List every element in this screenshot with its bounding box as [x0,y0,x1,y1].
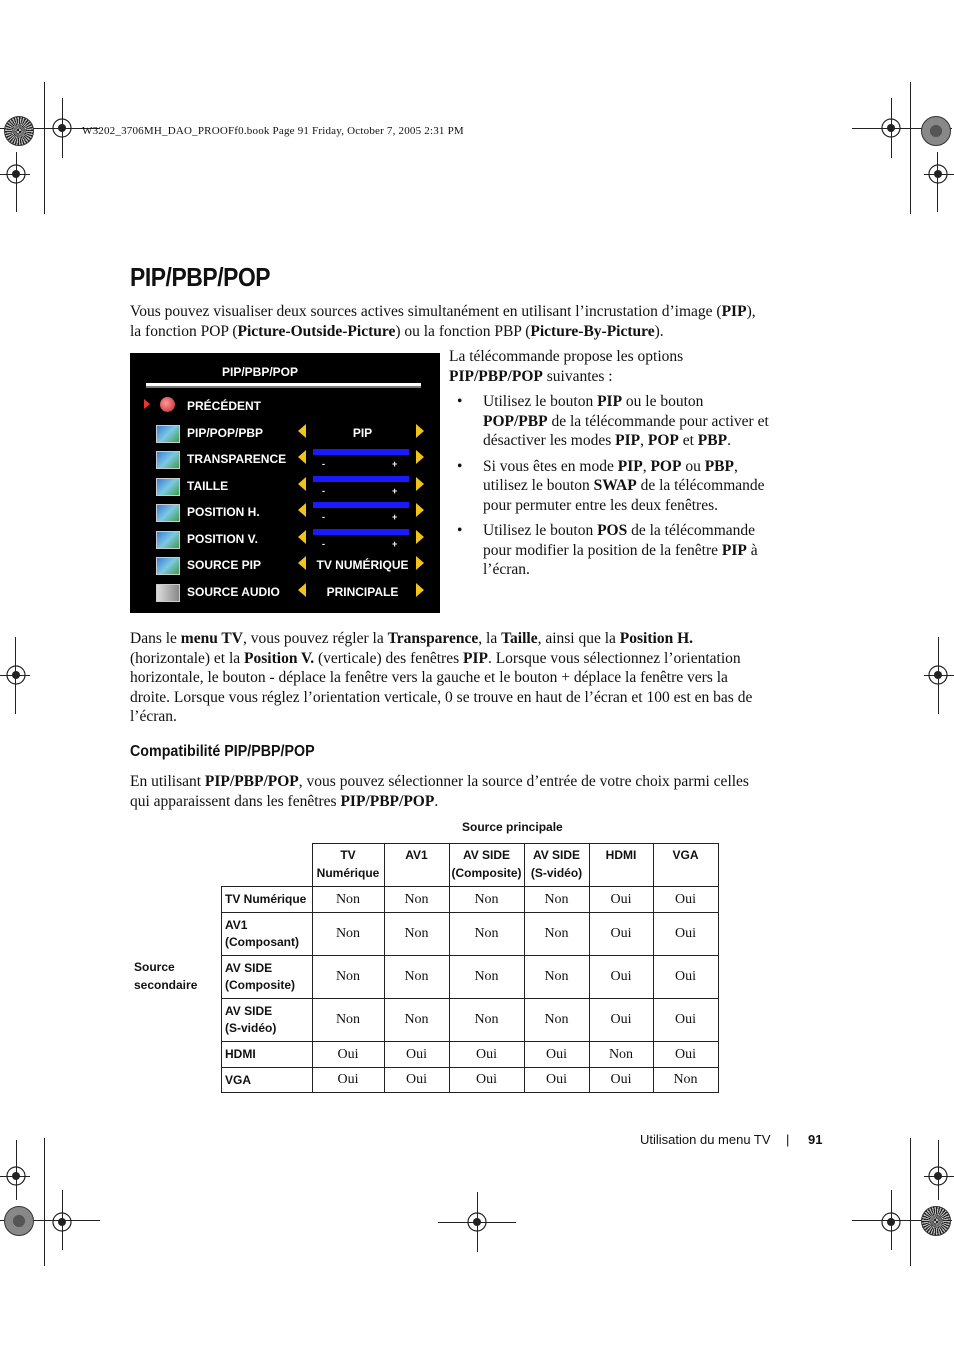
transparency-icon [156,451,180,469]
osd-row-source-pip: SOURCE PIP TV NUMÉRIQUE [130,555,440,581]
table-header-row [222,844,719,887]
table-row [222,999,719,1042]
table-cell: Oui [384,1042,449,1068]
section-heading: Compatibilité PIP/PBP/POP [130,743,315,760]
table-cell: Oui [589,913,653,956]
position-h-icon [156,504,180,522]
table-cell: Non [384,956,449,999]
osd-row-taille: TAILLE - + [130,476,440,502]
table-row [222,1042,719,1068]
column-header: AV SIDE (S-vidéo) [524,844,589,887]
slider-bar [313,529,409,535]
table-cell: Oui [653,1042,718,1068]
table-cell: Oui [449,1068,524,1093]
row-header: AV SIDE (S-vidéo) [222,999,313,1042]
table-cell: Non [524,913,589,956]
table-cell: Oui [653,956,718,999]
list-item: • Utilisez le bouton PIP ou le bouton POP/PBP de la télécommande pour activer et désactiver les modes PIP, POP et PBP. [449,392,769,451]
table-cell: Oui [653,913,718,956]
row-header: TV Numérique [222,887,313,913]
table-cell: Non [384,887,449,913]
column-header: TV Numérique [312,844,384,887]
column-header: AV SIDE (Composite) [449,844,524,887]
position-v-icon [156,531,180,549]
secondary-source-label: Source secondaire [134,960,198,992]
osd-row-transparence: TRANSPARENCE - + [130,449,440,475]
compatibility-table [221,843,719,1093]
arrow-left-icon [298,503,306,517]
column-header: HDMI [589,844,653,887]
arrow-left-icon [298,530,306,544]
row-header: VGA [222,1068,313,1093]
table-cell: Oui [524,1068,589,1093]
table-row [222,1068,719,1093]
intro-paragraph: Vous pouvez visualiser deux sources actives simultanément en utilisant l’incrustation d’image (PIP), la fonction POP (Picture-Outside-Picture) ou la fonction PBP (Picture-By-Picture). [130,303,756,340]
table-cell: Oui [524,1042,589,1068]
table-row [222,956,719,999]
table-row [222,887,719,913]
table-cell: Non [312,887,384,913]
compat-paragraph: En utilisant PIP/PBP/POP, vous pouvez sélectionner la source d’entrée de votre choix parmi celles qui apparaissent dans les fenêtres PIP/PBP/POP. [130,773,749,810]
table-cell: Non [524,999,589,1042]
table-cell: Non [449,887,524,913]
list-item: • Utilisez le bouton POS de la télécommande pour modifier la position de la fenêtre PIP à l’écran. [449,521,769,580]
arrow-right-icon [416,424,424,438]
speaker-icon [156,584,180,602]
pip-icon [156,425,180,443]
arrow-right-icon [416,556,424,570]
table-cell: Oui [653,999,718,1042]
remote-intro: La télécommande propose les options PIP/PBP/POP suivantes : [449,348,684,385]
osd-row-source-audio: SOURCE AUDIO PRINCIPALE [130,582,440,608]
osd-menu-screenshot [130,353,440,613]
arrow-left-icon [298,556,306,570]
row-header: HDMI [222,1042,313,1068]
arrow-left-icon [298,424,306,438]
table-cell: Non [449,956,524,999]
arrow-right-icon [416,530,424,544]
table-cell: Non [524,956,589,999]
table-cell: Oui [449,1042,524,1068]
footer-section: Utilisation du menu TV [640,1132,771,1147]
table-cell: Oui [589,956,653,999]
table-cell: Non [312,999,384,1042]
table-cell: Oui [653,887,718,913]
row-header: AV1 (Composant) [222,913,313,956]
footer-separator: | [786,1132,790,1147]
table-cell: Non [312,956,384,999]
column-header: AV1 [384,844,449,887]
slider-bar [313,502,409,508]
osd-row-position-h: POSITION H. - + [130,502,440,528]
table-cell: Non [449,913,524,956]
table-row [222,913,719,956]
arrow-left-icon [298,450,306,464]
arrow-right-icon [416,503,424,517]
table-cell: Non [312,913,384,956]
proof-header: W3202_3706MH_DAO_PROOFf0.book Page 91 Friday, October 7, 2005 2:31 PM [82,125,464,137]
osd-divider [146,383,421,388]
source-icon [156,557,180,575]
table-cell: Non [384,999,449,1042]
arrow-right-icon [416,583,424,597]
table-cell: Non [384,913,449,956]
row-header: AV SIDE (Composite) [222,956,313,999]
remote-bullet-list [449,392,769,586]
slider-bar [313,449,409,455]
slider-bar [313,476,409,482]
main-source-label: Source principale [462,820,563,834]
back-icon [160,397,175,412]
page-number: 91 [808,1132,823,1147]
table-cell: Non [589,1042,653,1068]
back-arrow-icon [144,399,150,409]
table-cell: Oui [589,887,653,913]
table-cell: Oui [589,1068,653,1093]
page-title: PIP/PBP/POP [130,262,271,292]
osd-row-precedent: PRÉCÉDENT [130,396,440,422]
menu-paragraph: Dans le menu TV, vous pouvez régler la Transparence, la Taille, ainsi que la Position H. (horizontale) et la Position V. (verticale) des fenêtres PIP. Lorsque vous sélectionnez l’orientation horizontale, le bouton - déplace la fenêtre vers la gauche et le bouton + déplace la fenêtre vers la droite. Lorsque vous réglez l’orientation verticale, 0 se trouve en haut de l’écran et 100 est en bas de l’écran. [130,630,753,725]
table-cell: Oui [312,1068,384,1093]
osd-row-pip-mode: PIP/POP/PBP PIP [130,423,440,449]
table-cell: Non [524,887,589,913]
table-cell: Oui [312,1042,384,1068]
arrow-left-icon [298,477,306,491]
arrow-right-icon [416,450,424,464]
osd-row-position-v: POSITION V. - + [130,529,440,555]
column-header: VGA [653,844,718,887]
table-cell: Oui [589,999,653,1042]
osd-title: PIP/PBP/POP [221,365,299,379]
arrow-right-icon [416,477,424,491]
arrow-left-icon [298,583,306,597]
table-cell: Non [653,1068,718,1093]
list-item: • Si vous êtes en mode PIP, POP ou PBP, utilisez le bouton SWAP de la télécommande pour permuter entre les deux fenêtres. [449,457,769,516]
table-cell: Oui [384,1068,449,1093]
size-icon [156,478,180,496]
table-cell: Non [449,999,524,1042]
